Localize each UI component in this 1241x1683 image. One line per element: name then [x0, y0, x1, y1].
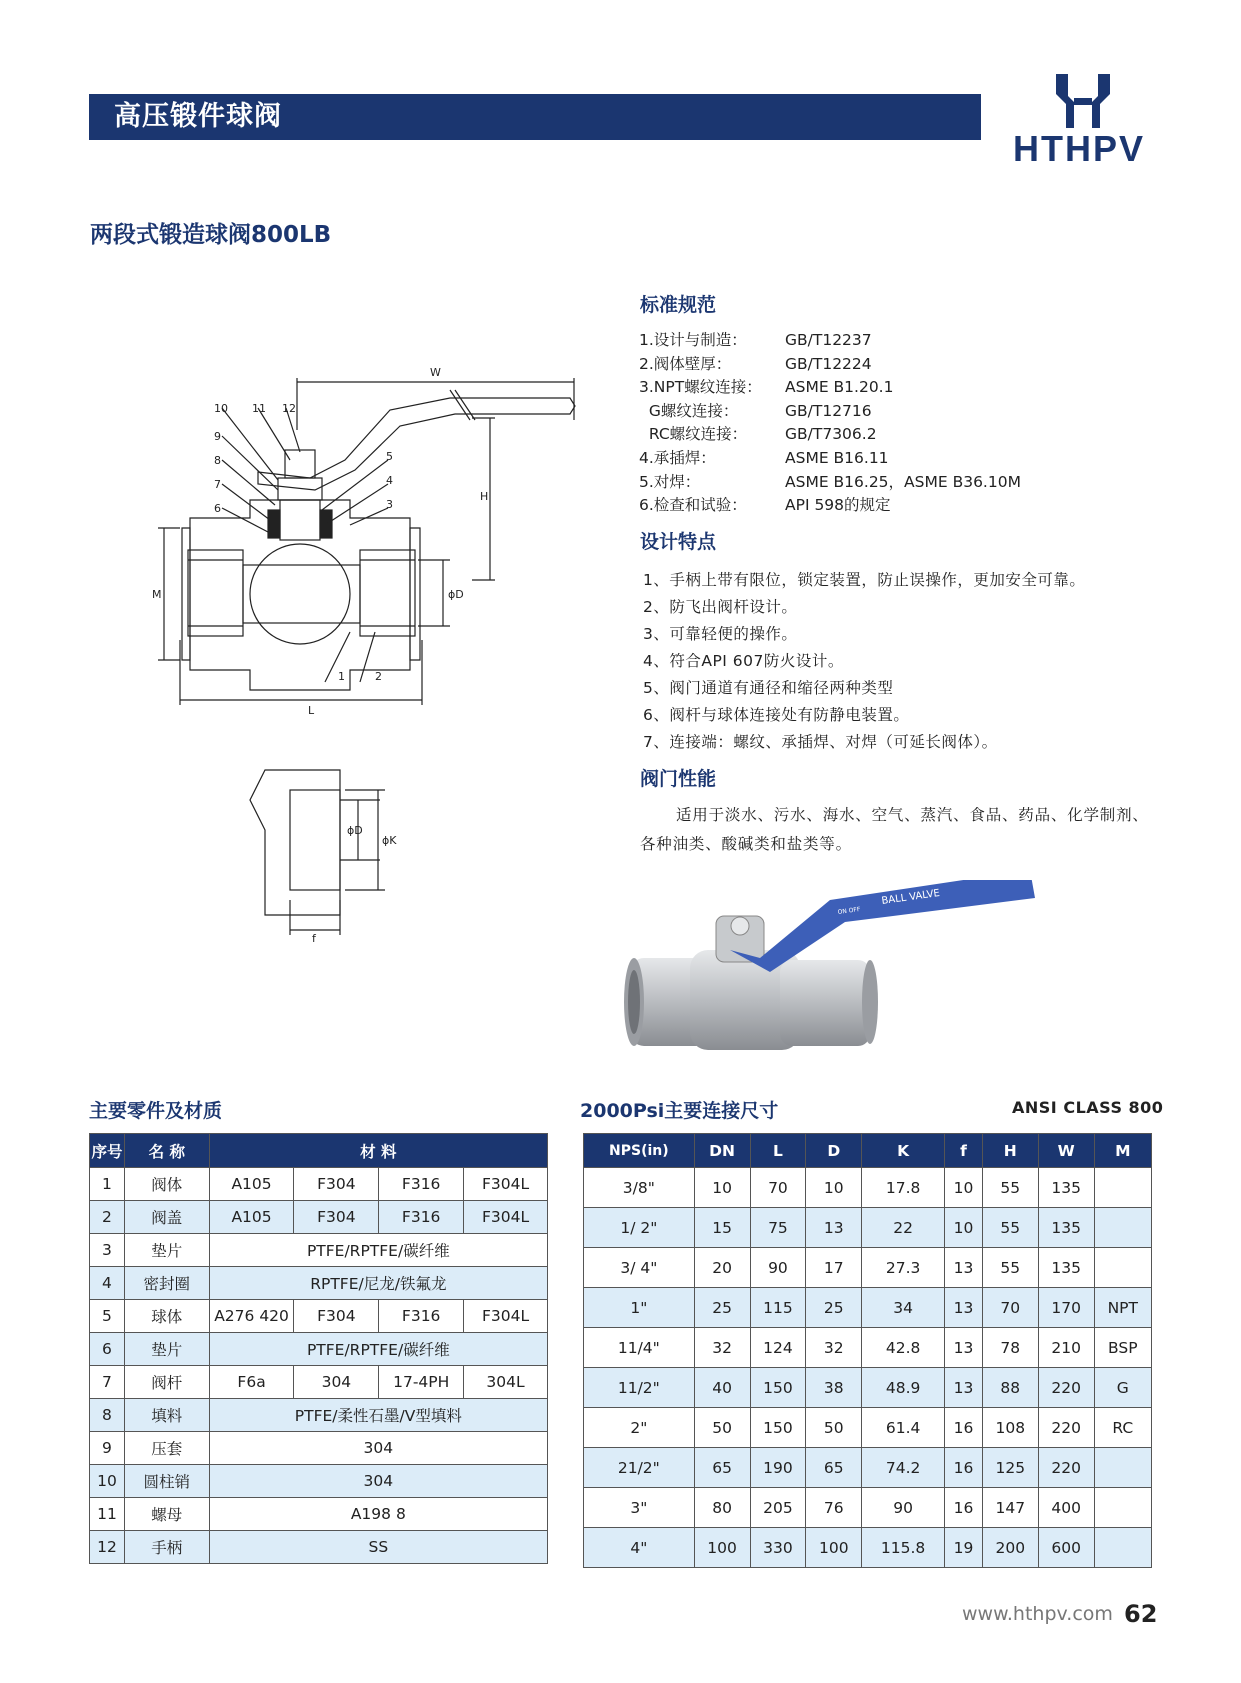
dims-cell: 2" — [584, 1408, 695, 1448]
part-name: 手柄 — [124, 1531, 209, 1564]
diagram-label-9: 9 — [214, 430, 221, 443]
dims-cell: 100 — [806, 1528, 862, 1568]
dims-cell: 115 — [750, 1288, 806, 1328]
dims-cell: 25 — [806, 1288, 862, 1328]
dims-cell: 55 — [982, 1248, 1038, 1288]
dims-cell: 78 — [982, 1328, 1038, 1368]
part-material: PTFE/RPTFE/碳纤维 — [209, 1234, 547, 1267]
feature-item: 4、符合API 607防火设计。 — [643, 652, 844, 670]
dims-cell: 13 — [945, 1368, 983, 1408]
dims-cell: 1/ 2" — [584, 1208, 695, 1248]
standard-value: GB/T12224 — [785, 354, 872, 373]
diagram-label-7: 7 — [214, 478, 221, 491]
table-row — [584, 1248, 1152, 1288]
table-row — [584, 1408, 1152, 1448]
dims-cell: 10 — [694, 1168, 750, 1208]
table-row — [90, 1234, 548, 1267]
part-material: A276 420 — [209, 1300, 294, 1333]
dims-cell: 200 — [982, 1528, 1038, 1568]
dims-cell — [1094, 1208, 1151, 1248]
product-subtitle: 两段式锻造球阀800LB — [90, 222, 332, 248]
parts-header-material: 材 料 — [209, 1134, 547, 1168]
footer-url: www.hthpv.com — [962, 1603, 1113, 1625]
dims-cell: 80 — [694, 1488, 750, 1528]
table-row — [90, 1366, 548, 1399]
standard-value: ASME B16.11 — [785, 449, 889, 467]
page-number: 62 — [1124, 1600, 1158, 1628]
part-material: A105 — [209, 1168, 294, 1201]
dim-k: ϕK — [382, 834, 397, 847]
standard-label: 3.NPT螺纹连接： — [639, 378, 762, 397]
dims-cell: 17.8 — [862, 1168, 945, 1208]
parts-header-no: 序号 — [90, 1134, 125, 1168]
dims-cell: 27.3 — [862, 1248, 945, 1288]
part-material: F304 — [294, 1201, 379, 1234]
standard-value: ASME B1.20.1 — [785, 378, 894, 397]
standard-value: GB/T12716 — [785, 401, 872, 420]
part-material: 304 — [209, 1432, 547, 1465]
dims-cell: NPT — [1094, 1288, 1151, 1328]
dims-cell: 17 — [806, 1248, 862, 1288]
part-material: SS — [209, 1531, 547, 1564]
dims-cell: 220 — [1038, 1408, 1094, 1448]
part-name: 螺母 — [124, 1498, 209, 1531]
part-material: F304L — [464, 1168, 548, 1201]
dims-cell: 150 — [750, 1408, 806, 1448]
dims-header-cell: W — [1038, 1134, 1094, 1168]
diagram-label-11: 11 — [252, 402, 266, 415]
table-row — [90, 1300, 548, 1333]
part-material: RPTFE/尼龙/铁氟龙 — [209, 1267, 547, 1300]
dims-cell — [1094, 1528, 1151, 1568]
dims-cell: 11/2" — [584, 1368, 695, 1408]
dims-cell: 70 — [750, 1168, 806, 1208]
part-material: PTFE/RPTFE/碳纤维 — [209, 1333, 547, 1366]
part-name: 球体 — [124, 1300, 209, 1333]
dims-cell: 10 — [945, 1208, 983, 1248]
part-no: 12 — [90, 1531, 125, 1564]
part-name: 阀杆 — [124, 1366, 209, 1399]
part-material: F316 — [379, 1201, 464, 1234]
dim-d-detail: ϕD — [347, 824, 363, 837]
ansi-class-label: ANSI CLASS 800 — [1012, 1098, 1164, 1117]
dims-cell: 42.8 — [862, 1328, 945, 1368]
dims-cell: 90 — [862, 1488, 945, 1528]
dims-cell: 220 — [1038, 1368, 1094, 1408]
features-heading: 设计特点 — [640, 531, 717, 553]
part-name: 填料 — [124, 1399, 209, 1432]
standard-label: 4.承插焊： — [639, 449, 716, 467]
part-material: F304L — [464, 1201, 548, 1234]
dims-cell: 65 — [694, 1448, 750, 1488]
feature-item: 3、可靠轻便的操作。 — [643, 625, 798, 643]
dims-header-cell: M — [1094, 1134, 1151, 1168]
part-no: 8 — [90, 1399, 125, 1432]
part-material: 304 — [209, 1465, 547, 1498]
dims-cell: 115.8 — [862, 1528, 945, 1568]
table-row — [90, 1399, 548, 1432]
dims-cell: 13 — [945, 1328, 983, 1368]
part-no: 2 — [90, 1201, 125, 1234]
dims-cell: 16 — [945, 1488, 983, 1528]
part-no: 1 — [90, 1168, 125, 1201]
part-name: 阀体 — [124, 1168, 209, 1201]
standard-label: RC螺纹连接： — [639, 425, 748, 444]
table-row — [90, 1432, 548, 1465]
product-photo — [620, 880, 1040, 1060]
dims-cell: 48.9 — [862, 1368, 945, 1408]
table-row — [90, 1465, 548, 1498]
parts-table — [89, 1133, 548, 1564]
standard-label: 2.阀体壁厚： — [639, 354, 732, 373]
dims-cell: 10 — [945, 1168, 983, 1208]
dims-cell: 15 — [694, 1208, 750, 1248]
table-row — [584, 1328, 1152, 1368]
dims-cell: 13 — [945, 1288, 983, 1328]
diagram-label-12: 12 — [282, 402, 296, 415]
dims-cell: 40 — [694, 1368, 750, 1408]
part-material: A198 8 — [209, 1498, 547, 1531]
diagram-label-8: 8 — [214, 454, 221, 467]
dim-w: W — [430, 366, 441, 379]
dims-cell: 88 — [982, 1368, 1038, 1408]
standard-value: GB/T12237 — [785, 331, 872, 349]
parts-heading: 主要零件及材质 — [89, 1100, 223, 1122]
table-row — [90, 1168, 548, 1201]
dims-header-cell: f — [945, 1134, 983, 1168]
dims-cell: BSP — [1094, 1328, 1151, 1368]
dims-cell: 205 — [750, 1488, 806, 1528]
dims-header-cell: DN — [694, 1134, 750, 1168]
dims-cell — [1094, 1488, 1151, 1528]
table-row — [584, 1208, 1152, 1248]
performance-text: 适用于淡水、污水、海水、空气、蒸汽、食品、药品、化学制剂、各种油类、酸碱类和盐类等。 — [640, 806, 1149, 853]
diagram-label-6: 6 — [214, 502, 221, 515]
dims-cell — [1094, 1448, 1151, 1488]
valve-section-drawing — [150, 360, 590, 960]
diagram-label-2: 2 — [375, 670, 382, 683]
dims-heading: 2000Psi主要连接尺寸 — [580, 1100, 779, 1122]
dims-cell: 1" — [584, 1288, 695, 1328]
dims-cell: 76 — [806, 1488, 862, 1528]
part-no: 7 — [90, 1366, 125, 1399]
handle-text: BALL VALVE — [880, 887, 941, 907]
standard-label: G螺纹连接： — [639, 401, 739, 420]
standard-label: 5.对焊： — [639, 472, 701, 491]
table-row — [90, 1333, 548, 1366]
standard-label: 1.设计与制造： — [639, 331, 747, 349]
part-material: F304 — [294, 1300, 379, 1333]
dims-header-cell: K — [862, 1134, 945, 1168]
dims-header-cell: NPS(in) — [584, 1134, 695, 1168]
dims-cell — [1094, 1168, 1151, 1208]
diagram-label-1: 1 — [338, 670, 345, 683]
dims-cell: 3/8" — [584, 1168, 695, 1208]
diagram-label-3: 3 — [386, 498, 393, 511]
feature-item: 7、连接端：螺纹、承插焊、对焊（可延长阀体）。 — [643, 733, 998, 751]
dims-cell: 16 — [945, 1448, 983, 1488]
dims-cell: 147 — [982, 1488, 1038, 1528]
dim-d: ϕD — [448, 588, 464, 601]
table-row — [90, 1498, 548, 1531]
dims-cell — [1094, 1248, 1151, 1288]
part-material: A105 — [209, 1201, 294, 1234]
dims-cell: 4" — [584, 1528, 695, 1568]
part-no: 5 — [90, 1300, 125, 1333]
part-material: PTFE/柔性石墨/V型填料 — [209, 1399, 547, 1432]
table-row — [584, 1488, 1152, 1528]
dims-cell: 65 — [806, 1448, 862, 1488]
dims-cell: 150 — [750, 1368, 806, 1408]
parts-header-name: 名 称 — [124, 1134, 209, 1168]
dims-cell: 13 — [806, 1208, 862, 1248]
handle-on-off: ON OFF — [837, 905, 861, 916]
dims-cell: 50 — [806, 1408, 862, 1448]
dims-cell: 135 — [1038, 1248, 1094, 1288]
standard-value: API 598的规定 — [785, 496, 891, 515]
dims-cell: 32 — [806, 1328, 862, 1368]
dim-l: L — [308, 704, 315, 717]
standards-heading: 标准规范 — [640, 294, 717, 316]
part-material: F316 — [379, 1300, 464, 1333]
table-row — [584, 1448, 1152, 1488]
table-row — [90, 1531, 548, 1564]
feature-item: 1、手柄上带有限位，锁定装置，防止误操作，更加安全可靠。 — [643, 571, 1086, 589]
part-name: 垫片 — [124, 1234, 209, 1267]
dims-cell: 108 — [982, 1408, 1038, 1448]
feature-item: 2、防飞出阀杆设计。 — [643, 598, 798, 616]
dims-cell: 124 — [750, 1328, 806, 1368]
logo-mark-icon — [1052, 70, 1114, 132]
dim-f: f — [312, 932, 316, 945]
dims-cell: 125 — [982, 1448, 1038, 1488]
dims-cell: 135 — [1038, 1168, 1094, 1208]
table-row — [90, 1201, 548, 1234]
dims-cell: 70 — [982, 1288, 1038, 1328]
dims-cell: 13 — [945, 1248, 983, 1288]
dim-h: H — [480, 490, 489, 503]
dims-cell: 32 — [694, 1328, 750, 1368]
dims-header-cell: D — [806, 1134, 862, 1168]
dims-cell: 55 — [982, 1208, 1038, 1248]
part-no: 10 — [90, 1465, 125, 1498]
dims-cell: 100 — [694, 1528, 750, 1568]
table-row — [90, 1267, 548, 1300]
dims-cell: 55 — [982, 1168, 1038, 1208]
part-material: F304L — [464, 1300, 548, 1333]
dims-table — [583, 1133, 1152, 1568]
part-material: F316 — [379, 1168, 464, 1201]
dims-cell: G — [1094, 1368, 1151, 1408]
part-no: 9 — [90, 1432, 125, 1465]
dims-cell: 3" — [584, 1488, 695, 1528]
dims-header-cell: H — [982, 1134, 1038, 1168]
part-material: 304 — [294, 1366, 379, 1399]
dims-cell: 22 — [862, 1208, 945, 1248]
dims-cell: RC — [1094, 1408, 1151, 1448]
dims-cell: 19 — [945, 1528, 983, 1568]
dims-cell: 74.2 — [862, 1448, 945, 1488]
dims-cell: 25 — [694, 1288, 750, 1328]
dims-cell: 16 — [945, 1408, 983, 1448]
part-no: 11 — [90, 1498, 125, 1531]
dims-cell: 400 — [1038, 1488, 1094, 1528]
table-row — [584, 1368, 1152, 1408]
part-name: 阀盖 — [124, 1201, 209, 1234]
dims-cell: 34 — [862, 1288, 945, 1328]
table-row — [584, 1528, 1152, 1568]
dims-cell: 50 — [694, 1408, 750, 1448]
part-no: 3 — [90, 1234, 125, 1267]
dims-cell: 38 — [806, 1368, 862, 1408]
part-name: 垫片 — [124, 1333, 209, 1366]
feature-item: 5、阀门通道有通径和缩径两种类型 — [643, 679, 894, 697]
dims-cell: 11/4" — [584, 1328, 695, 1368]
part-material: 17-4PH — [379, 1366, 464, 1399]
dims-cell: 61.4 — [862, 1408, 945, 1448]
part-material: F304 — [294, 1168, 379, 1201]
dim-m: M — [152, 588, 162, 601]
standard-label: 6.检查和试验： — [639, 496, 747, 515]
dims-cell: 170 — [1038, 1288, 1094, 1328]
table-row — [584, 1168, 1152, 1208]
dims-cell: 330 — [750, 1528, 806, 1568]
table-row — [584, 1288, 1152, 1328]
dims-cell: 135 — [1038, 1208, 1094, 1248]
standard-value: ASME B16.25，ASME B36.10M — [785, 472, 1021, 491]
banner-title: 高压锻件球阀 — [114, 101, 282, 132]
part-material: F6a — [209, 1366, 294, 1399]
part-name: 密封圈 — [124, 1267, 209, 1300]
diagram-label-10: 10 — [214, 402, 228, 415]
part-name: 圆柱销 — [124, 1465, 209, 1498]
diagram-label-5: 5 — [386, 450, 393, 463]
dims-cell: 75 — [750, 1208, 806, 1248]
performance-heading: 阀门性能 — [640, 768, 717, 790]
feature-item: 6、阀杆与球体连接处有防静电装置。 — [643, 706, 910, 724]
dims-cell: 220 — [1038, 1448, 1094, 1488]
dims-cell: 190 — [750, 1448, 806, 1488]
part-no: 6 — [90, 1333, 125, 1366]
logo-text: HTHPV — [1013, 128, 1146, 169]
dims-header-cell: L — [750, 1134, 806, 1168]
dims-cell: 10 — [806, 1168, 862, 1208]
dims-cell: 210 — [1038, 1328, 1094, 1368]
diagram-label-4: 4 — [386, 474, 393, 487]
dims-cell: 600 — [1038, 1528, 1094, 1568]
part-name: 压套 — [124, 1432, 209, 1465]
dims-cell: 3/ 4" — [584, 1248, 695, 1288]
standard-value: GB/T7306.2 — [785, 425, 877, 444]
dims-cell: 20 — [694, 1248, 750, 1288]
dims-cell: 90 — [750, 1248, 806, 1288]
dims-cell: 21/2" — [584, 1448, 695, 1488]
part-no: 4 — [90, 1267, 125, 1300]
part-material: 304L — [464, 1366, 548, 1399]
